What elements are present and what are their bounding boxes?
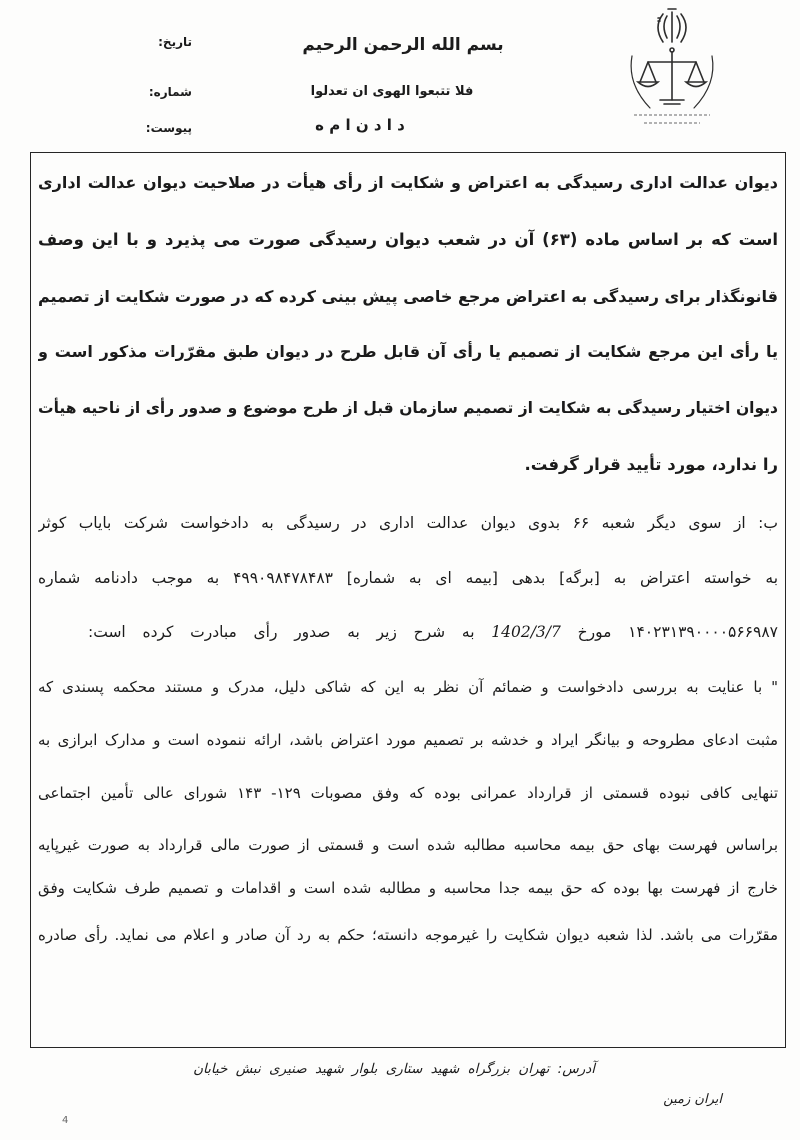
document-type-title: د ا د ن ا م ه (315, 116, 405, 134)
ruling-line: " با عنایت به بررسی دادخواست و ضمائم آن نظر به این که شاکی دلیل، مدرک و مستند محکمه پسندی که (38, 678, 778, 696)
bismillah-heading: بسم الله الرحمن الرحیم (302, 35, 504, 55)
frame-bottom-rule (30, 1047, 786, 1048)
judgment-number: ۱۴۰۲۳۱۳۹۰۰۰۰۵۶۶۹۸۷ مورخ (577, 623, 778, 641)
footer-address-continuation: ایران زمین (663, 1092, 722, 1107)
frame-top-rule (30, 152, 786, 153)
emblem-symbol (658, 9, 686, 42)
page-mark: 4 (62, 1115, 69, 1126)
emblem-caption-strokes (634, 115, 710, 123)
frame-right-rule (785, 152, 786, 1048)
paragraph-b-line: ب: از سوی دیگر شعبه ۶۶ بدوی دیوان عدالت اداری در رسیدگی به دادخواست شرکت بایاب کوثر (38, 514, 778, 532)
judiciary-emblem-logo (622, 4, 722, 130)
paragraph-b-line: به خواسته اعتراض به [برگه] بدهی [بیمه ای به شماره] ۴۹۹۰۹۸۴۷۸۴۸۳ به موجب دادنامه شماره (38, 569, 778, 587)
frame-left-rule (30, 152, 31, 1048)
judgment-reference-line (88, 619, 778, 645)
paragraph-a-line: قانونگذار برای رسیدگی به اعتراض مرجع خاصی پیش بینی کرده که در صورت شکایت از تصمیم (38, 287, 778, 306)
verse-motto: فلا تتبعوا الهوی ان تعدلوا (310, 84, 474, 99)
footer-address: آدرس: تهران بزرگراه شهید ستاری بلوار شهید صنیری نبش خیابان (193, 1061, 595, 1077)
ruling-line: مثبت ادعای مطروحه و بیانگر ایراد و خدشه بر تصمیم مورد اعتراض باشد، ارائه ننموده است و مدارک ابرازی به (38, 731, 778, 749)
attachment-label: پیوست: (145, 121, 192, 135)
judgment-date: 1402/3/7 (491, 623, 561, 641)
scales-of-justice-icon (631, 48, 713, 108)
judgment-reference-rest: به شرح زیر به صدور رأی مبادرت کرده است: (88, 623, 475, 641)
ruling-line: براساس فهرست بهای حق بیمه محاسبه مطالبه شده است و قسمتی از صورت مالی قرارداد به صورت غیرپایه (38, 836, 778, 854)
paragraph-a-line: است که بر اساس ماده (۶۳) آن در شعب دیوان رسیدگی صورت می پذیرد و با این وصف (38, 230, 778, 249)
paragraph-a-last-line: را ندارد، مورد تأیید قرار گرفت. (524, 455, 778, 474)
paragraph-a-line: دیوان اختیار رسیدگی به شکایت از تصمیم سازمان قبل از طرح موضوع و صدور رأی از ناحیه هیأت (38, 399, 778, 417)
number-label: شماره: (148, 85, 192, 99)
date-label: تاریخ: (158, 35, 192, 49)
ruling-line: تنهایی کافی نبوده قسمتی از قرارداد عمرانی بوده که وفق مصوبات ۱۲۹- ۱۴۳ شورای عالی تأمین اجتماعی (38, 784, 778, 802)
ruling-line: خارج از فهرست بها بوده که حق بیمه جدا محاسبه و مطالبه شده است و اقدامات و تصمیم طرف شکایت وفق (38, 879, 778, 897)
paragraph-a-line: دیوان عدالت اداری رسیدگی به اعتراض و شکایت از رأی هیأت در صلاحیت دیوان عدالت اداری (38, 173, 778, 192)
ruling-line: مقرّرات می باشد. لذا شعبه دیوان شکایت را غیرموجه دانسته؛ حکم به رد آن صادر و اعلام می نماید. رأی صادره (38, 926, 778, 944)
paragraph-a-line: یا رأی این مرجع شکایت از تصمیم یا رأی آن قابل طرح در دیوان طبق مقرّرات مذکور است و (38, 342, 778, 361)
